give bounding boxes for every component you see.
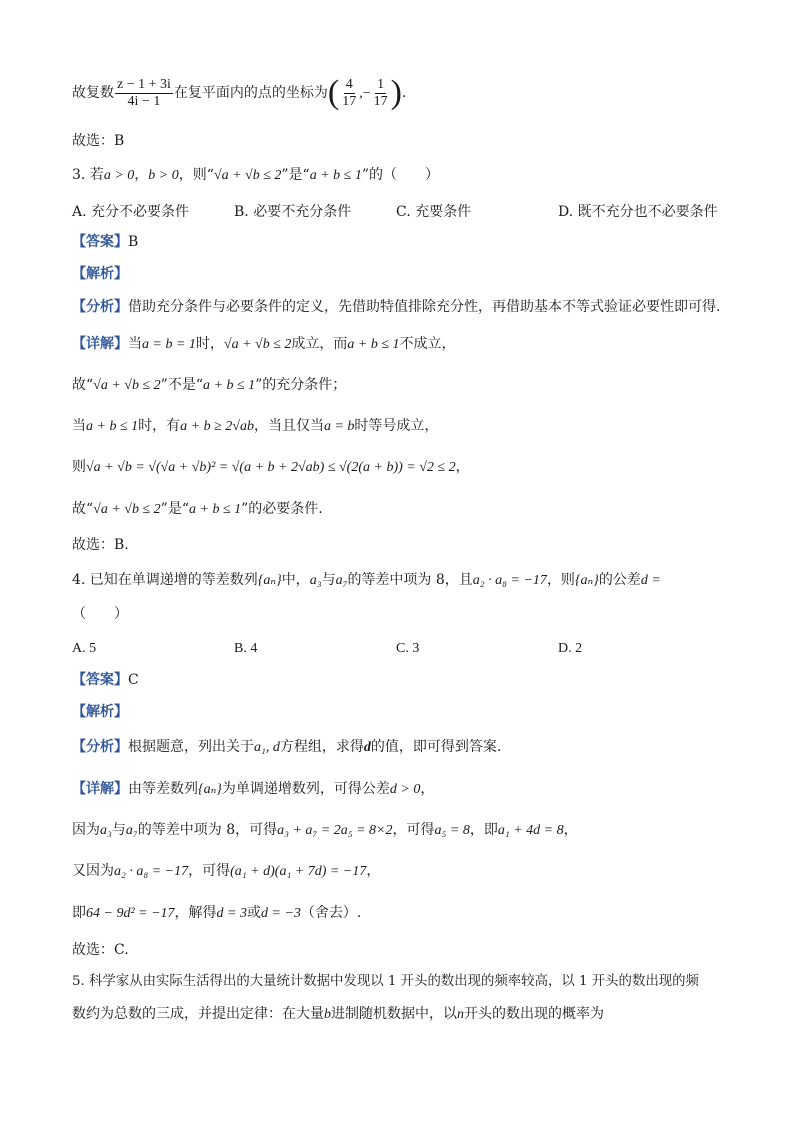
math: b: [324, 1007, 331, 1022]
math: a + b ≤ 1: [189, 502, 242, 517]
text: .: [401, 85, 407, 101]
math: a > 0: [103, 168, 135, 183]
math: (a₁ + d)(a₁ + 7d) = −17: [230, 864, 367, 879]
question-4-fenxi: [72, 737, 501, 758]
text: ，解得: [174, 905, 217, 921]
fraction-numerator: z − 1 + 3i: [117, 76, 171, 92]
text: 或: [247, 905, 261, 921]
math: a₁ + 4d = 8: [497, 823, 564, 838]
text: 故复数: [72, 85, 114, 101]
math: a₃ + a₇ = 2a₅ = 8×2: [277, 823, 393, 838]
answer-value: C: [128, 672, 139, 688]
text: 为单调递增数列，可得公差: [221, 781, 390, 797]
question-3-choose: [72, 535, 129, 555]
question-3-stem: [72, 165, 439, 186]
text: ”不是“: [160, 377, 203, 393]
text: ，可得: [392, 822, 435, 838]
text: ，: [420, 781, 435, 797]
math: √a + √b ≤ 2: [93, 378, 161, 393]
option-c: C. 3: [396, 641, 420, 656]
math: d =: [640, 573, 661, 588]
text: 故选：B.: [72, 537, 129, 553]
text: （舍去）.: [300, 905, 362, 921]
text: 成立，而: [291, 336, 348, 352]
text: ，则: [546, 572, 575, 588]
fraction-numerator: 1: [377, 76, 385, 92]
text: 不成立，: [399, 336, 456, 352]
math: d > 0: [389, 782, 421, 797]
text: 时等号成立，: [354, 418, 439, 434]
text: 故“: [72, 377, 94, 393]
option-d: D. 2: [558, 641, 583, 656]
text: 中，: [281, 572, 310, 588]
option-b: B. 必要不充分条件: [234, 204, 352, 220]
coord-y-fraction: [372, 77, 390, 110]
text: 的值，即可得到答案.: [370, 739, 502, 755]
text: 在复平面内的点的坐标为: [173, 85, 328, 101]
math: a + b ≤ 1: [347, 337, 400, 352]
question-4-answer: [72, 670, 139, 690]
question-5-line-1: [72, 972, 699, 992]
text: （ ）: [72, 606, 128, 622]
fraction-denominator: 17: [342, 93, 357, 109]
left-paren: (: [327, 74, 340, 111]
math: a₂ · a₈ = −17: [472, 573, 547, 588]
text: ，则“: [178, 167, 214, 183]
text: 故选：B: [72, 133, 125, 149]
math: d = 3: [216, 906, 247, 921]
answer-value: B: [128, 234, 139, 250]
text: 借助充分条件与必要条件的定义，先借助特值排除充分性，再借助基本不等式验证必要性即可得.: [128, 299, 721, 315]
math: a₂ · a₈ = −17: [114, 864, 189, 879]
analysis-tag: 【解析】: [72, 704, 128, 720]
question-3-detail-2: [72, 375, 346, 396]
math: a₇: [335, 573, 348, 588]
text: ”的充分条件；: [255, 377, 347, 393]
math: a = b = 1: [142, 337, 196, 352]
analysis-tag: 【解析】: [72, 266, 128, 282]
text: 当: [128, 336, 142, 352]
right-paren: ): [390, 74, 402, 111]
text: 则: [72, 459, 86, 475]
math: a₇: [125, 823, 138, 838]
text: ”是“: [281, 167, 310, 183]
fraction-denominator: 17: [373, 93, 388, 109]
question-3-detail-5: [72, 499, 323, 520]
complex-fraction: [115, 77, 173, 110]
math: √a + √b ≤ 2: [213, 168, 282, 183]
text: ，: [455, 459, 470, 475]
math: a + b ≤ 1: [203, 378, 256, 393]
question-4-stem: [72, 570, 661, 591]
question-3-answer: [72, 232, 138, 252]
question-3-detail-1: [72, 334, 456, 355]
text: ，即: [469, 822, 498, 838]
text: 故“: [72, 501, 94, 517]
text: ”的必要条件.: [241, 501, 323, 517]
math: 64 − 9d² = −17: [86, 906, 175, 921]
math: b > 0: [148, 168, 179, 183]
question-4-detail-3: [72, 861, 380, 882]
text: 时，有: [138, 418, 181, 434]
math: a + b ≤ 1: [309, 168, 362, 183]
answer-tag: 【答案】: [72, 672, 128, 688]
math: a₃: [100, 823, 112, 838]
question-4-detail-2: [72, 820, 578, 841]
math: a = b: [323, 419, 355, 434]
detail-tag: 【详解】: [72, 336, 128, 352]
text: 的等差中项为 8，可得: [137, 822, 278, 838]
text: ，: [366, 863, 381, 879]
question-3-detail-3: [72, 416, 438, 437]
math: {aₙ}: [257, 573, 282, 588]
question-3-fenxi: [72, 297, 720, 317]
math: √a + √b ≤ 2: [223, 337, 292, 352]
text: 当: [72, 418, 86, 434]
question-4-detail-4: [72, 903, 361, 924]
text: 开头的数出现的概率为: [464, 1006, 604, 1022]
math: a + b ≥ 2√ab: [180, 419, 254, 434]
text: ，: [563, 822, 578, 838]
option-d: D. 既不充分也不必要条件: [558, 204, 718, 220]
fenxi-tag: 【分析】: [72, 739, 128, 755]
question-3-analysis-heading: [72, 264, 128, 284]
fenxi-tag: 【分析】: [72, 299, 128, 315]
text: ，: [134, 167, 149, 183]
math: d: [363, 740, 371, 755]
math: a₁, d: [254, 740, 280, 755]
question-3-detail-4: [72, 457, 470, 478]
math: {aₙ}: [198, 782, 222, 797]
question-5-line-2: [72, 1004, 604, 1025]
question-4-paren: [72, 604, 128, 624]
text: 与: [111, 822, 126, 838]
option-c: C. 充要条件: [396, 204, 472, 220]
text: 由等差数列: [128, 781, 198, 797]
option-b: B. 4: [234, 641, 258, 656]
coord-x-fraction: [340, 77, 358, 110]
text: 的等差中项为 8，且: [347, 572, 473, 588]
fraction-denominator: 4i − 1: [127, 93, 161, 109]
choose-line: [72, 131, 124, 151]
separator: ,−: [359, 86, 371, 101]
text: 数约为总数的三成，并提出定律：在大量: [72, 1006, 324, 1022]
text: ，当且仅当: [253, 418, 324, 434]
math: n: [457, 1007, 464, 1022]
math: a₃: [309, 573, 322, 588]
fraction-numerator: 4: [345, 76, 353, 92]
math: a₅ = 8: [434, 823, 470, 838]
answer-tag: 【答案】: [72, 234, 128, 250]
text: 进制随机数据中，以: [331, 1006, 457, 1022]
text: 又因为: [72, 863, 114, 879]
text: 因为: [72, 822, 100, 838]
text: 即: [72, 905, 86, 921]
question-4-analysis-heading: [72, 702, 128, 722]
math: √a + √b ≤ 2: [93, 502, 161, 517]
question-4-choose: [72, 940, 129, 960]
text: 3. 若: [72, 167, 104, 183]
text: ”是“: [160, 501, 189, 517]
question-4-detail-1: [72, 779, 434, 800]
text: 方程组，求得: [279, 739, 364, 755]
text: 4. 已知在单调递增的等差数列: [72, 572, 258, 588]
option-a: A. 充分不必要条件: [72, 204, 190, 220]
text: 与: [321, 572, 336, 588]
text: 故选：C.: [72, 942, 129, 958]
text: 的公差: [598, 572, 641, 588]
math: d = −3: [261, 906, 301, 921]
math: {aₙ}: [574, 573, 599, 588]
conclusion-line-coordinates: [72, 76, 406, 111]
text: 5. 科学家从由实际生活得出的大量统计数据中发现以 1 开头的数出现的频率较高，以 1 开头的数出现的频: [72, 974, 699, 989]
text: ”的（ ）: [361, 167, 440, 183]
option-a: A. 5: [72, 641, 97, 656]
text: 时，: [195, 336, 224, 352]
text: 根据题意，列出关于: [128, 739, 254, 755]
math: a + b ≤ 1: [86, 419, 139, 434]
math: √a + √b = √(√a + √b)² = √(a + b + 2√ab) ≤ √(2(a + b)) = √2 ≤ 2: [86, 460, 456, 475]
text: ，可得: [188, 863, 231, 879]
detail-tag: 【详解】: [72, 781, 128, 797]
